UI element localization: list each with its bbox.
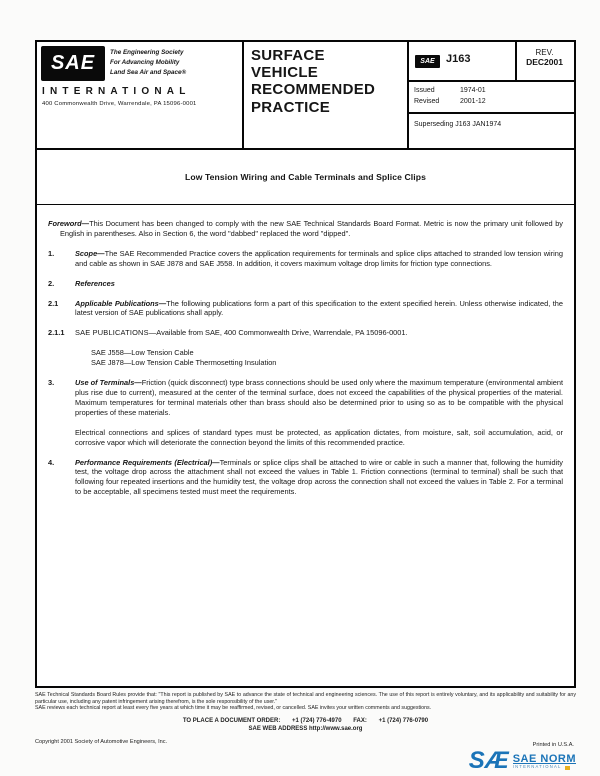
section-sae-publications [48, 328, 563, 338]
fax-label: FAX: [353, 718, 367, 725]
header-rule [407, 80, 574, 82]
doc-type-line: SURFACE [251, 47, 325, 64]
section-number: 2.1.1 [48, 328, 65, 338]
section-label: SAE PUBLICATIONS— [75, 328, 157, 338]
sae-norm-sub-label: INTERNATIONAL [512, 764, 562, 770]
section-label: References [75, 278, 115, 288]
tagline-line: Land Sea Air and Space® [110, 68, 187, 76]
section-scope [48, 249, 563, 269]
section-label: Performance Requirements (Electrical)— [75, 457, 220, 467]
section-applicable-publications [48, 299, 563, 319]
document-body [37, 205, 574, 497]
section-number: 2.1 [48, 298, 59, 308]
document-order-line [35, 718, 576, 725]
foreword-label: Foreword— [48, 219, 90, 228]
section-text [75, 249, 563, 269]
rev-value: DEC2001 [526, 57, 563, 67]
section-body-text: Available from SAE, 400 Commonwealth Drive, Warrendale, PA 15096-0001. [156, 328, 408, 338]
doc-type-line: RECOMMENDED [251, 81, 376, 99]
foreword-paragraph [48, 219, 563, 239]
section-text [75, 458, 563, 498]
use-of-terminals-paragraph-2: Electrical connections and splices of standard types must be protected, as application dictates, from moisture, salt, soil accumulation, acid, or corrosive vapor which will deteriorate the connection beyond the limits of this recommended practice. [75, 427, 563, 447]
publication-item: SAE J558—Low Tension Cable [91, 348, 194, 358]
standards-board-notice: SAE Technical Standards Board Rules provide that: "This report is published by SAE to advance the state of technical and engineering sciences. The use of this report is entirely voluntary, and its applicability and suitability for any particular use, including any patent infringement arising therefrom, is the sole responsibility of the user." [35, 692, 576, 705]
sae-taglines [110, 48, 186, 77]
title-bar [37, 150, 574, 205]
tagline-line: The Engineering Society [110, 49, 184, 56]
section-text [75, 279, 563, 289]
sae-norm-glyph: SÆ [468, 747, 509, 774]
doc-type-line: PRACTICE [251, 98, 331, 116]
revision-cell [515, 42, 574, 80]
revised-row [414, 98, 486, 105]
superseding-note: Superseding J163 JAN1974 [414, 121, 502, 128]
section-label: Applicable Publications— [75, 298, 167, 308]
issued-label: Issued [414, 87, 435, 94]
document-header [37, 42, 574, 150]
sae-norm-logo [468, 747, 576, 774]
issued-date: 1974-01 [460, 87, 486, 94]
doc-code-cell [407, 42, 515, 80]
section-label: Use of Terminals— [75, 378, 142, 388]
rev-label: REV. [535, 48, 554, 57]
section-body-text: Friction (quick disconnect) type brass connections should be used only where the maximum temperature (environmental ambient plus rise due to current), measured at the center of the terminal surface, does not exceed the capabilities of the physical properties of the material. Maximum temperatures for terminal materials other than brass should also be determined prior to using so as to be compatible with the physical properties of these materials. [75, 378, 563, 417]
sae-international-label: INTERNATIONAL [42, 86, 191, 97]
header-divider [242, 42, 244, 150]
sae-address: 400 Commonwealth Drive, Warrendale, PA 15096-0001 [42, 101, 197, 107]
document-title: Low Tension Wiring and Cable Terminals and Splice Clips [185, 172, 426, 182]
doc-number: J163 [446, 53, 471, 65]
sae-norm-name: SAE NORM [512, 752, 576, 765]
header-rule [407, 112, 574, 114]
section-number: 1. [48, 248, 55, 258]
sae-logo-small-text: SAE [420, 58, 435, 65]
section-performance-requirements [48, 458, 563, 498]
norm-logo-accent [565, 766, 570, 770]
revised-label: Revised [414, 98, 440, 105]
section-use-of-terminals [48, 378, 563, 418]
sae-logo-small [415, 55, 440, 68]
order-phone: +1 (724) 776-4970 [292, 718, 342, 725]
copyright-line: Copyright 2001 Society of Automotive Engineers, Inc. [35, 738, 168, 745]
page-footer [35, 692, 576, 774]
sae-logo [41, 46, 105, 81]
section-number: 4. [48, 457, 55, 467]
sae-logo-text: SAE [50, 52, 96, 74]
section-references [48, 279, 563, 289]
section-number: 2. [48, 278, 55, 288]
section-text [75, 328, 563, 338]
sae-norm-text-block [512, 752, 576, 771]
publication-list [91, 348, 563, 368]
web-address-label: SAE WEB ADDRESS [248, 725, 308, 732]
printed-in-usa-label: Printed in U.S.A. [532, 742, 574, 748]
foreword-text: This Document has been changed to comply with the new SAE Technical Standards Board Format. Metric is now the primary unit followed by English in parentheses. Also in Section 6, the word "dabbed" replaced the word "dipped". [60, 219, 563, 238]
document [35, 40, 576, 688]
web-address-line [35, 726, 576, 733]
order-label: TO PLACE A DOCUMENT ORDER: [182, 718, 281, 725]
section-body-text: Terminals or splice clips shall be attached to wire or cable in such a manner that, following the humidity test, the voltage drop across the attachment shall not exceed the values in Table 1. Friction connections (terminal to terminal) shall be such that following four repeated insertions and the humidity test, the voltage drop across the connection shall not exceed the values in Table 2. For a terminal to be acceptable, all specimens tested must meet the requirements. [75, 457, 563, 497]
revised-date: 2001-12 [460, 98, 486, 105]
issued-row [414, 87, 486, 94]
review-notice: SAE reviews each technical report at least every five years at which time it may be reaffirmed, revised, or cancelled. SAE invites your written comments and suggestions. [35, 705, 432, 712]
section-number: 3. [48, 378, 55, 388]
fax-phone: +1 (724) 776-0790 [378, 718, 429, 725]
publication-item: SAE J878—Low Tension Cable Thermosetting Insulation [91, 358, 277, 368]
section-text [75, 378, 563, 418]
section-text [75, 299, 563, 319]
section-body-text: The SAE Recommended Practice covers the application requirements for terminals and splice clips attached to stranded low tension wiring and cable as shown in SAE J878 and SAE J558. In addition, it covers maximum voltage drop limits for friction type connections. [75, 248, 563, 268]
section-body-text: The following publications form a part of this specification to the extent specified herein. Unless otherwise indicated, the latest version of SAE publications shall apply. [75, 298, 563, 318]
doc-type-line: VEHICLE [251, 64, 319, 82]
section-label: Scope— [75, 248, 105, 258]
document-type-title [251, 47, 375, 116]
tagline-line: For Advancing Mobility [110, 58, 180, 66]
web-address-url: http://www.sae.org [309, 725, 363, 732]
